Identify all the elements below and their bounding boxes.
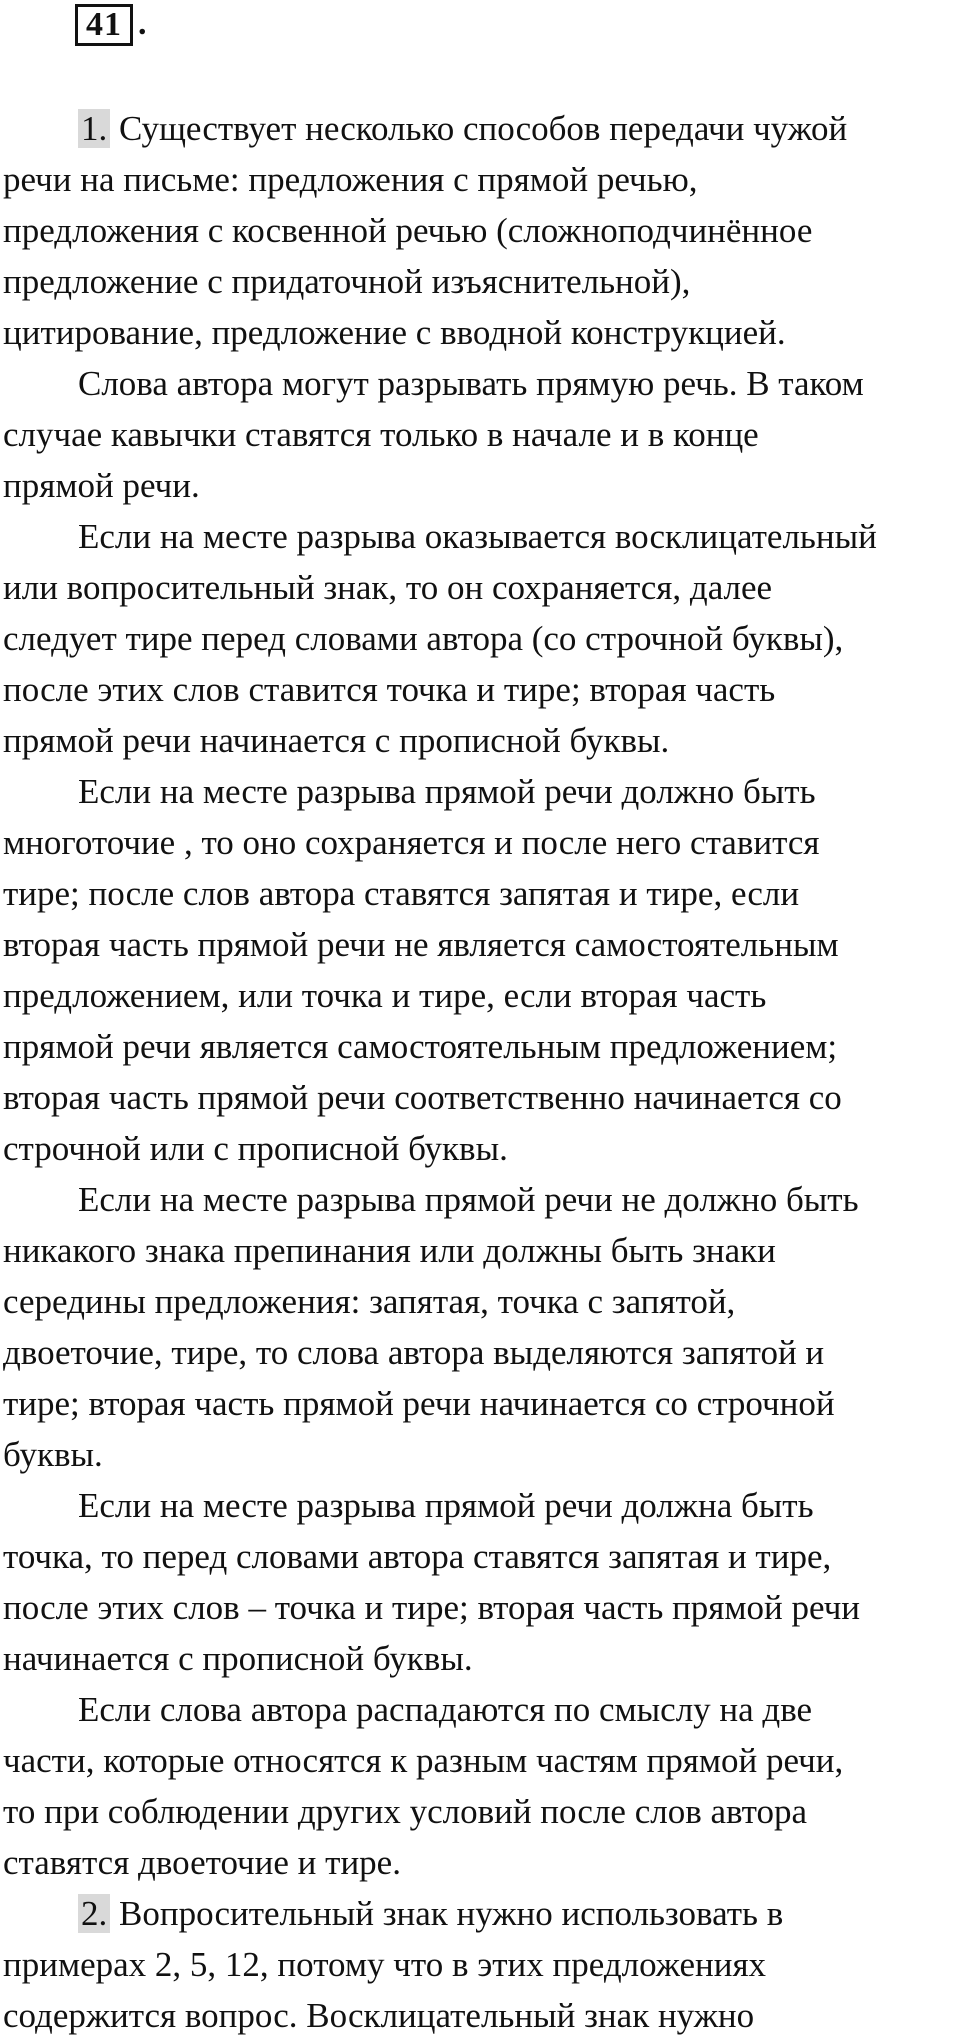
text-line: предложения с косвенной речью (сложноподчинённое — [3, 211, 813, 250]
text-line: речи на письме: предложения с прямой речью, — [3, 160, 698, 199]
text-line: Если на месте разрыва прямой речи должно быть — [78, 772, 816, 811]
text-line: тире; вторая часть прямой речи начинается со строчной — [3, 1384, 835, 1423]
text-line: после этих слов – точка и тире; вторая часть прямой речи — [3, 1588, 861, 1627]
text-line: прямой речи начинается с прописной буквы. — [3, 721, 670, 760]
answer-text — [3, 103, 953, 2041]
text-line: Если слова автора распадаются по смыслу на две — [78, 1690, 813, 1729]
text-line: никакого знака препинания или должны быть знаки — [3, 1231, 776, 1270]
text-line: буквы. — [3, 1435, 103, 1474]
text-line: вторая часть прямой речи соответственно начинается со — [3, 1078, 842, 1117]
text-line: предложением, или точка и тире, если вторая часть — [3, 976, 767, 1015]
text-line: ставятся двоеточие и тире. — [3, 1843, 401, 1882]
text-line: точка, то перед словами автора ставятся запятая и тире, — [3, 1537, 832, 1576]
line-text: Существует несколько способов передачи чужой — [119, 109, 848, 148]
text-line: прямой речи является самостоятельным предложением; — [3, 1027, 838, 1066]
text-line: содержится вопрос. Восклицательный знак нужно — [3, 1996, 755, 2035]
text-line: вторая часть прямой речи не является самостоятельным — [3, 925, 839, 964]
text-line: строчной или с прописной буквы. — [3, 1129, 508, 1168]
text-line: Слова автора могут разрывать прямую речь. В таком — [78, 364, 864, 403]
text-line: случае кавычки ставятся только в начале и в конце — [3, 415, 759, 454]
text-line: Если на месте разрыва прямой речи не должно быть — [78, 1180, 859, 1219]
text-line: двоеточие, тире, то слова автора выделяются запятой и — [3, 1333, 825, 1372]
text-line: части, которые относятся к разным частям прямой речи, — [3, 1741, 844, 1780]
text-line: после этих слов ставится точка и тире; вторая часть — [3, 670, 776, 709]
text-line: цитирование, предложение с вводной конструкцией. — [3, 313, 786, 352]
section-marker: 1. — [78, 109, 110, 148]
text-line: Если на месте разрыва оказывается восклицательный — [78, 517, 877, 556]
text-line: примерах 2, 5, 12, потому что в этих предложениях — [3, 1945, 767, 1984]
text-line: следует тире перед словами автора (со строчной буквы), — [3, 619, 844, 658]
exercise-number-dot: . — [138, 5, 147, 42]
text-line: то при соблюдении других условий после слов автора — [3, 1792, 808, 1831]
text-line: начинается с прописной буквы. — [3, 1639, 473, 1678]
text-line: Если на месте разрыва прямой речи должна быть — [78, 1486, 814, 1525]
section-marker: 2. — [78, 1894, 110, 1933]
text-line — [3, 103, 953, 154]
line-text: Вопросительный знак нужно использовать в — [119, 1894, 784, 1933]
exercise-number-box: 41 — [75, 4, 133, 46]
text-line: многоточие , то оно сохраняется и после него ставится — [3, 823, 820, 862]
text-line: или вопросительный знак, то он сохраняется, далее — [3, 568, 773, 607]
text-line: середины предложения: запятая, точка с запятой, — [3, 1282, 736, 1321]
text-line: тире; после слов автора ставятся запятая и тире, если — [3, 874, 800, 913]
text-line — [3, 1888, 953, 1939]
text-line: прямой речи. — [3, 466, 200, 505]
text-line: предложение с придаточной изъяснительной), — [3, 262, 691, 301]
